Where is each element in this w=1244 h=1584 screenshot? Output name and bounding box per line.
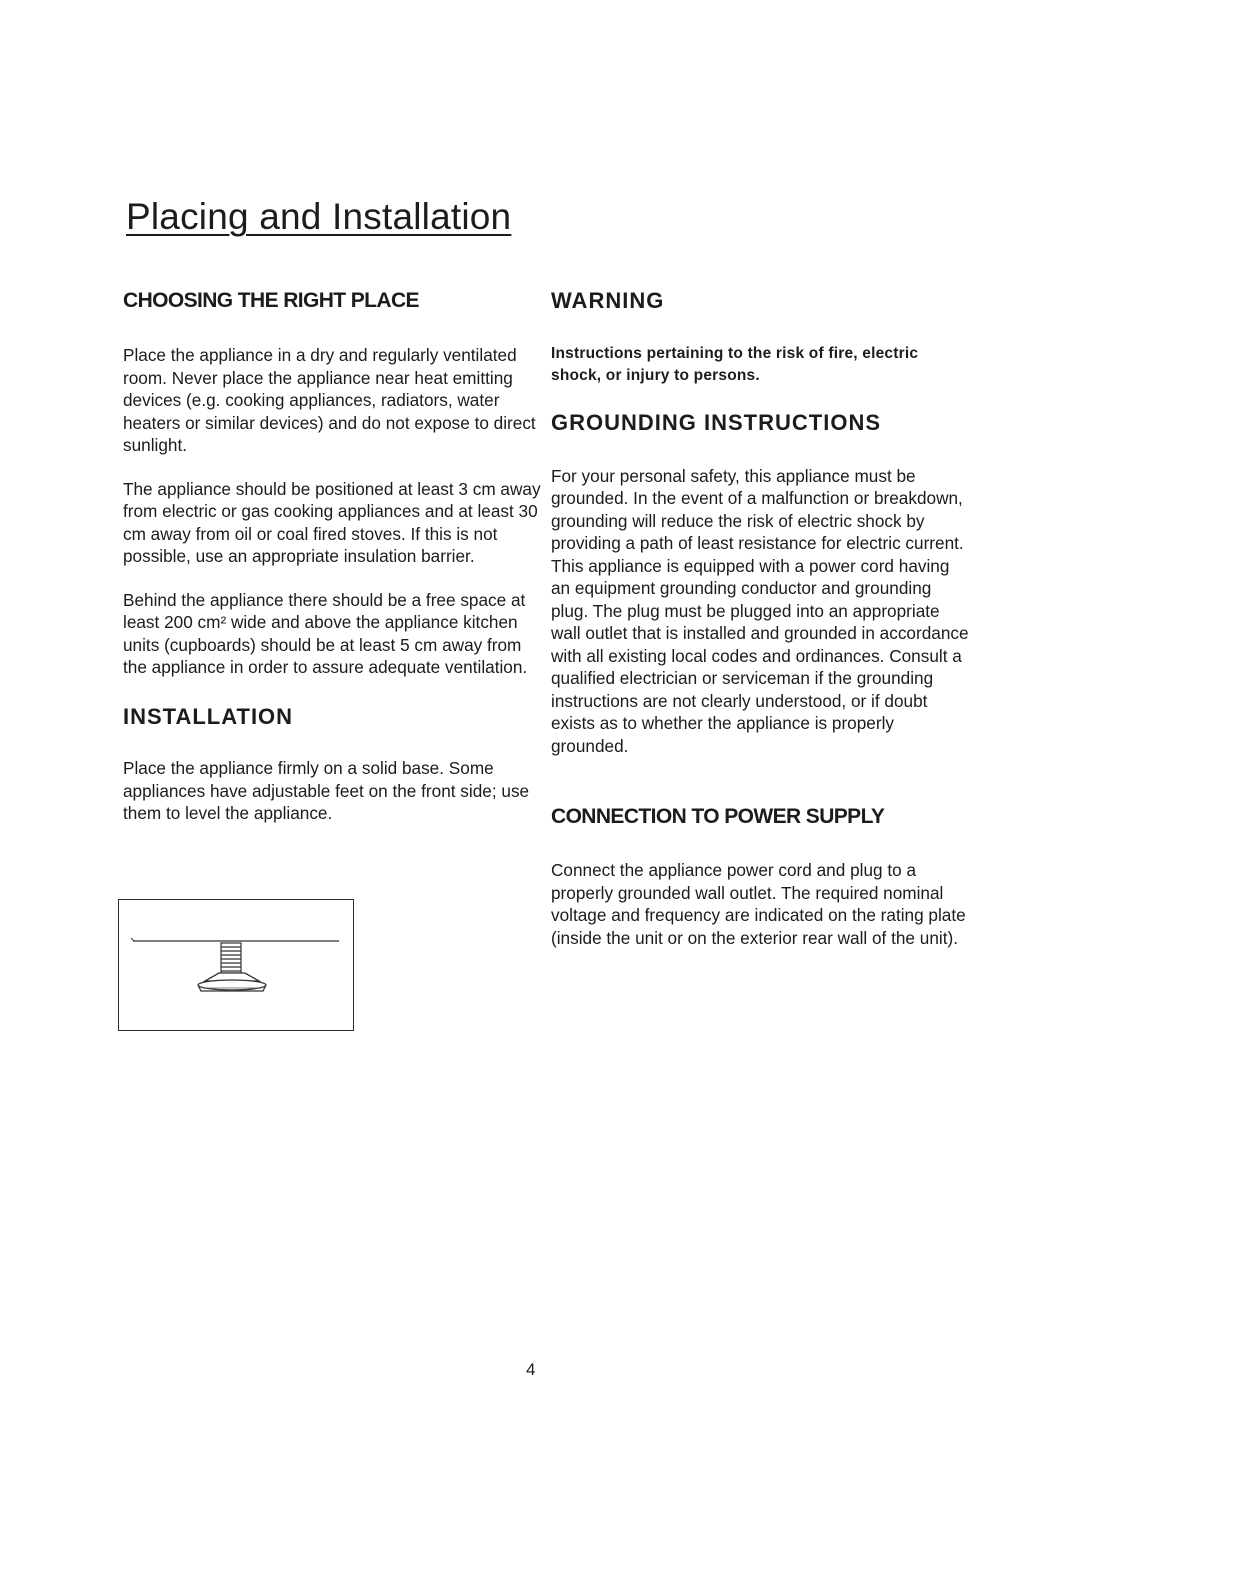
installation-paragraph: Place the appliance firmly on a solid base. Some appliances have adjustable feet on the front side; use them to level the appliance. [123, 758, 530, 824]
choosing-paragraph-3: Behind the appliance there should be a free space at least 200 cm² wide and above the appliance kitchen units (cupboards) should be at least 5 cm away from the appliance in order to assure adequate ventilation. [123, 589, 528, 678]
choosing-paragraph-2: The appliance should be positioned at least 3 cm away from electric or gas cooking appliances and at least 30 cm away from oil or coal fired stoves. If this is not possible, use an appropriate insulation barrier. [123, 478, 541, 567]
connection-heading: CONNECTION TO POWER SUPPLY [551, 805, 885, 829]
installation-heading: INSTALLATION [123, 703, 294, 729]
connection-paragraph: Connect the appliance power cord and plug to a properly grounded wall outlet. The required nominal voltage and frequency are indicated on the rating plate (inside the unit or on the exterior rear wall of the unit). [551, 860, 966, 948]
right-column [551, 288, 971, 949]
left-column [123, 288, 543, 825]
choosing-heading: CHOOSING THE RIGHT PLACE [123, 289, 419, 312]
choosing-paragraph-1: Place the appliance in a dry and regularly ventilated room. Never place the appliance near heat emitting devices (e.g. cooking appliances, radiators, water heaters or similar devices) and do not expose to direct sunlight. [123, 345, 536, 456]
page-title: Placing and Installation [126, 196, 512, 237]
warning-note: Instructions pertaining to the risk of fire, electric shock, or injury to persons. [551, 345, 919, 385]
adjustable-foot-figure [118, 899, 354, 1031]
grounding-paragraph: For your personal safety, this appliance must be grounded. In the event of a malfunction or breakdown, grounding will reduce the risk of electric shock by providing a path of least resistance for electric current. This appliance is equipped with a power cord having an equipment grounding conductor and grounding plug. The plug must be plugged into an appropriate wall outlet that is installed and grounded in accordance with all existing local codes and ordinances. Consult a qualified electrician or serviceman if the grounding instructions are not clearly understood, or if doubt exists as to whether the appliance is properly grounded. [551, 465, 969, 756]
adjustable-foot-illustration-icon [119, 900, 352, 1029]
grounding-heading: GROUNDING INSTRUCTIONS [551, 410, 881, 436]
warning-heading: WARNING [551, 288, 665, 313]
page-number: 4 [526, 1360, 536, 1379]
